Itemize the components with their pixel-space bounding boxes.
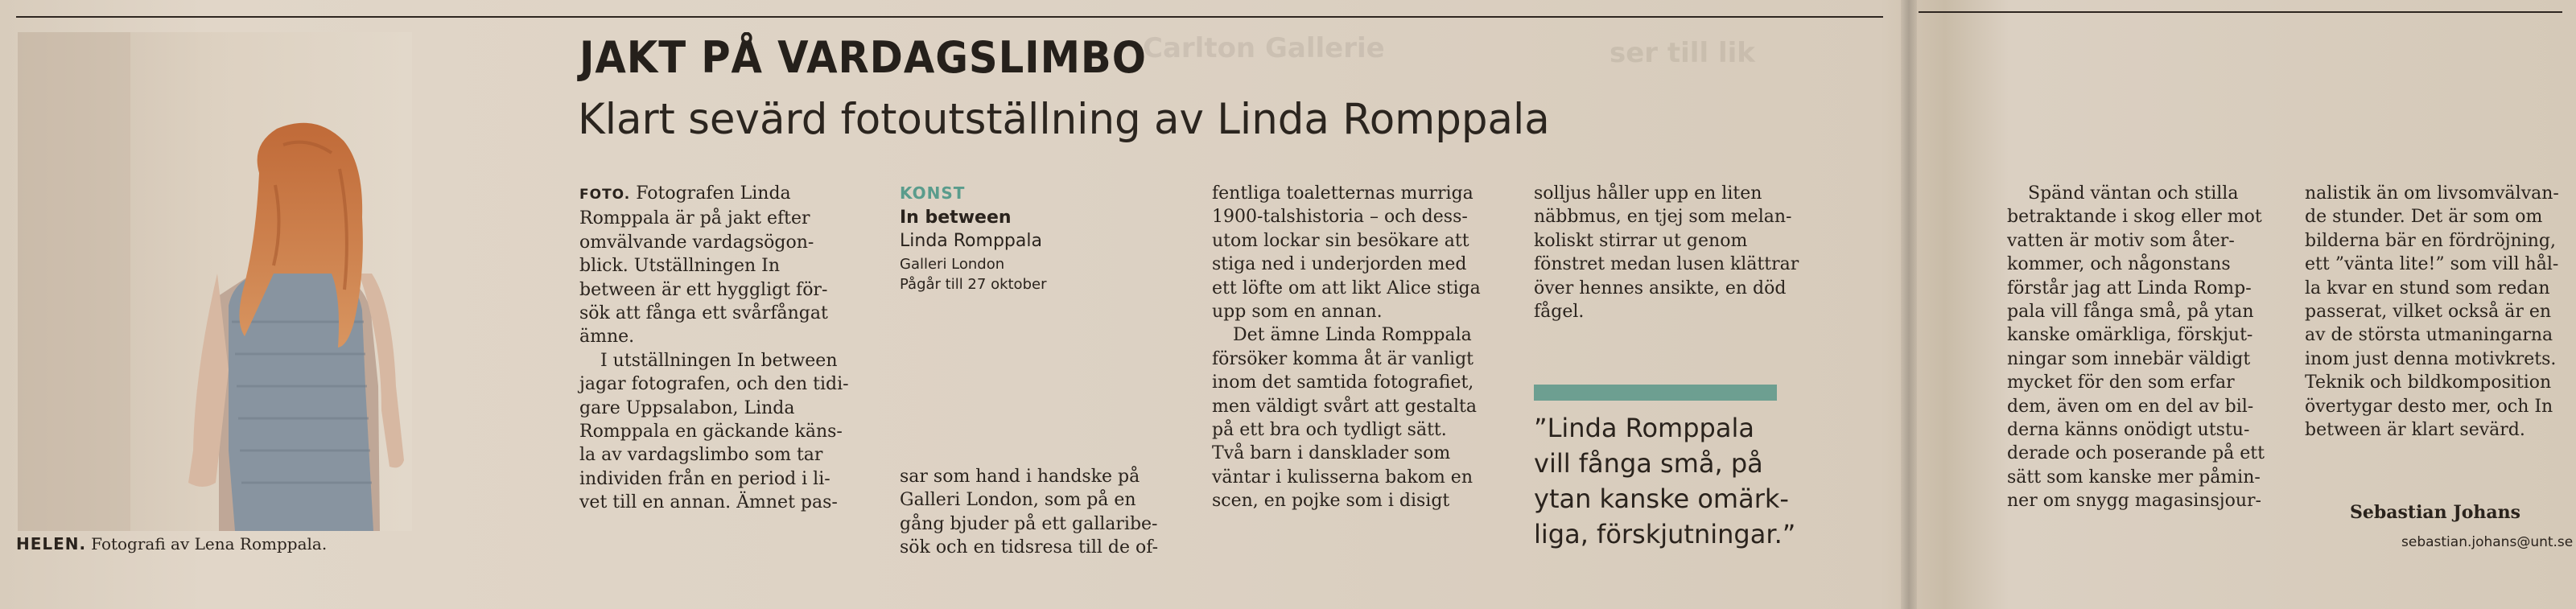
body-line: fentliga toaletternas murriga [1212, 183, 1473, 204]
body-line: kommer, och någonstans [2007, 254, 2231, 275]
body-line: sök att fånga ett svårfångat [579, 303, 828, 324]
body-line: between är ett hyggligt för- [579, 279, 828, 300]
body-line: fönstret medan lusen klättrar [1534, 254, 1799, 275]
bleed-through-text: Carlton Gallerie [1143, 32, 1385, 64]
body-column-6 [2305, 182, 2559, 442]
body-line: individen från en period i li- [579, 468, 831, 489]
body-line: jagar fotografen, och den tidi- [579, 374, 849, 395]
body-line: scen, en pojke som i disigt [1212, 491, 1450, 512]
body-line: förstår jag att Linda Romp- [2007, 278, 2252, 298]
body-line: upp som en annan. [1212, 302, 1383, 323]
body-line: passerat, vilket också är en [2305, 302, 2552, 323]
body-line: ämne. [579, 327, 635, 348]
body-line: vet till en annan. Ämnet pas- [579, 492, 838, 513]
body-line: inom det samtida fotografiet, [1212, 372, 1474, 393]
body-line: pala vill fånga små, på ytan [2007, 302, 2254, 323]
author-byline: Sebastian Johans [2350, 502, 2521, 523]
body-column-1 [579, 182, 849, 515]
body-line: between är klart sevärd. [2305, 420, 2525, 441]
fact-dates: Pågår till 27 oktober [900, 276, 1047, 293]
caption-label: HELEN. [16, 534, 87, 553]
body-line: Romppala är på jakt efter [579, 208, 810, 229]
top-rule-right [1919, 11, 2562, 13]
body-line: vatten är motiv som åter- [2007, 230, 2235, 251]
body-line: ner om snygg magasinsjour- [2007, 491, 2261, 512]
photo-caption [16, 534, 327, 553]
body-column-4 [1534, 182, 1799, 323]
body-line: över hennes ansikte, en död [1534, 278, 1787, 298]
body-line: nalistik än om livsomvälvan- [2305, 183, 2559, 204]
body-line: koliskt stirrar ut genom [1534, 230, 1748, 251]
fact-box [900, 183, 1046, 293]
body-line: mycket för den som erfar [2007, 372, 2235, 393]
body-line: la kvar en stund som redan [2305, 278, 2550, 298]
body-line: I utställningen In between [600, 350, 838, 371]
pull-quote [1534, 410, 1795, 552]
pull-quote-line: vill fånga små, på [1534, 448, 1763, 479]
body-line: 1900-talshistoria – och dess- [1212, 207, 1468, 228]
body-line: på ett bra och tydligt sätt. [1212, 420, 1447, 441]
body-line: bilderna bär en fördröjning, [2305, 230, 2556, 251]
body-line: av de största utmaningarna [2305, 325, 2553, 346]
body-line: övertygar desto mer, och In [2305, 396, 2553, 417]
caption-text: Fotografi av Lena Romppala. [91, 534, 328, 553]
body-line: inom just denna motivkrets. [2305, 348, 2557, 369]
body-line: ningar som innebär väldigt [2007, 348, 2251, 369]
body-line: Teknik och bildkomposition [2305, 372, 2552, 393]
body-line: Romppala en gäckande käns- [579, 422, 843, 442]
body-line: la av vardagslimbo som tar [579, 445, 823, 466]
page-fold [1901, 0, 1917, 609]
body-line: omvälvande vardagsögon- [579, 232, 814, 253]
body-line: gare Uppsalabon, Linda [579, 397, 795, 418]
body-line: sök och en tidsresa till de of- [900, 537, 1159, 558]
body-line: blick. Utställningen In [579, 256, 780, 277]
body-line: sar som hand i handske på [900, 467, 1140, 487]
fact-category: KONST [900, 183, 966, 203]
body-line: försöker komma åt är vanligt [1212, 348, 1473, 369]
body-line: dem, även om en del av bil- [2007, 396, 2254, 417]
article-photo [18, 32, 412, 531]
body-column-2 [900, 465, 1158, 560]
top-rule-left [16, 16, 1883, 18]
body-line: näbbmus, en tjej som melan- [1534, 207, 1792, 228]
body-line: ett löfte om att likt Alice stiga [1212, 278, 1481, 298]
body-text: Fotografen Linda [636, 183, 791, 204]
pull-quote-bar [1534, 385, 1777, 401]
body-line [579, 182, 849, 207]
fact-artist: Linda Romppala [900, 231, 1042, 251]
body-line: Galleri London, som på en [900, 490, 1136, 511]
body-line: Spänd väntan och stilla [2028, 183, 2239, 204]
fact-venue: Galleri London [900, 256, 1005, 273]
body-line: men väldigt svårt att gestalta [1212, 396, 1477, 417]
body-line: stiga ned i underjorden med [1212, 254, 1467, 275]
body-line: solljus håller upp en liten [1534, 183, 1762, 204]
body-line: kanske omärkliga, förskjut- [2007, 325, 2253, 346]
body-line: väntar i kulisserna bakom en [1212, 467, 1473, 488]
body-column-5 [2007, 182, 2265, 513]
body-line: sätt som kanske mer påmin- [2007, 467, 2261, 488]
body-line: betraktande i skog eller mot [2007, 207, 2262, 228]
bleed-through-text: ser till lik [1609, 37, 1755, 69]
article-headline: Klart sevärd fotoutställning av Linda Romppala [578, 95, 1550, 144]
body-line: Två barn i dansklader som [1212, 443, 1451, 464]
body-line: derade och poserande på ett [2007, 443, 2265, 464]
lead-label: FOTO. [579, 187, 631, 203]
pull-quote-line: ”Linda Romppala [1534, 413, 1754, 443]
article-kicker: JAKT PÅ VARDAGSLIMBO [579, 32, 1147, 83]
body-line: gång bjuder på ett gallaribe- [900, 513, 1158, 534]
body-line: Det ämne Linda Romppala [1233, 325, 1472, 346]
body-line: fågel. [1534, 302, 1585, 323]
body-line: utom lockar sin besökare att [1212, 230, 1469, 251]
body-line: derna känns onödigt utstu- [2007, 420, 2250, 441]
body-line: ett ”vänta lite!” som vill hål- [2305, 254, 2559, 275]
pull-quote-line: liga, förskjutningar.” [1534, 519, 1796, 549]
author-email: sebastian.johans@unt.se [2401, 534, 2574, 550]
body-line: de stunder. Det är som om [2305, 207, 2543, 228]
pull-quote-line: ytan kanske omärk- [1534, 483, 1789, 514]
body-column-3 [1212, 182, 1481, 513]
fact-title: In between [900, 208, 1012, 228]
